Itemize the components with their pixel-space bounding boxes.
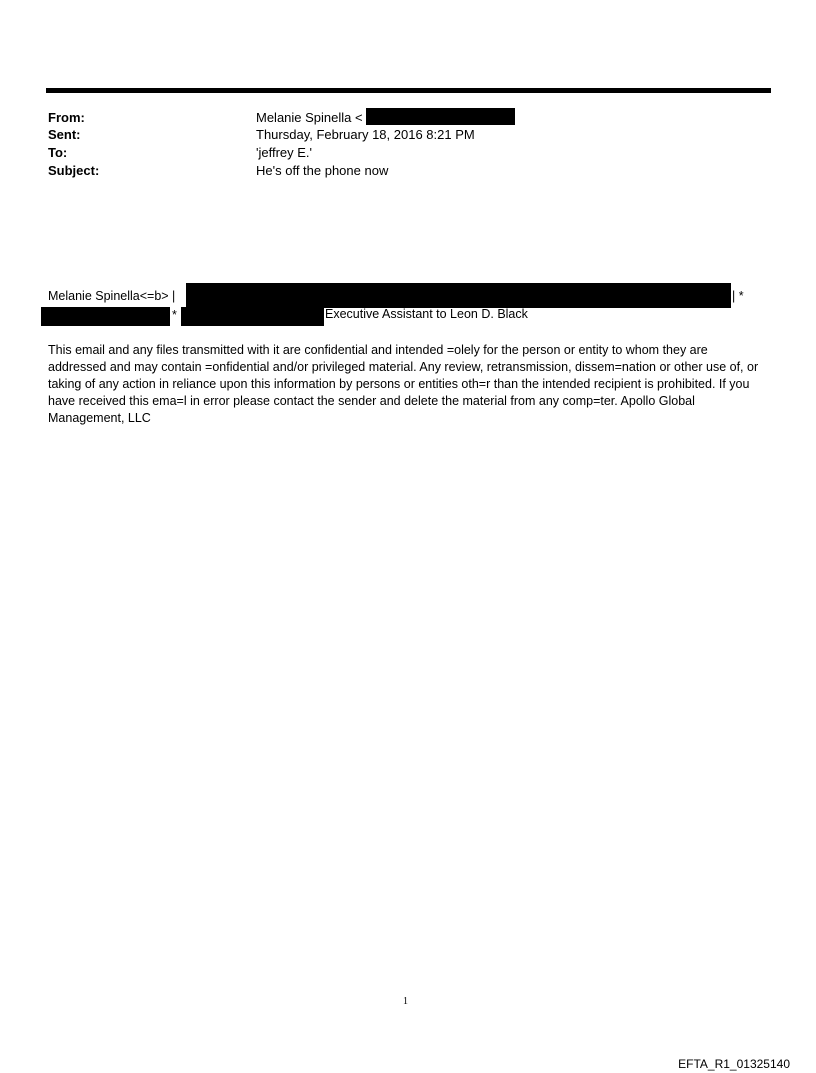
redaction-box (366, 108, 515, 125)
to-value: 'jeffrey E.' (256, 145, 313, 160)
from-value: Melanie Spinella < (256, 110, 363, 125)
header-rule (46, 88, 771, 93)
page-number: 1 (403, 996, 408, 1007)
redaction-box (181, 307, 324, 326)
signature-star: * (172, 308, 177, 322)
subject-value: He's off the phone now (256, 163, 389, 178)
confidentiality-disclaimer: This email and any files transmitted with it are confidential and intended =olely for the person or entity to whom they are addressed and may contain =onfidential and/or privileged material. Any review, retransmission, dissem=nation or other use of, or taking of any action in reliance upon this information by persons or entities oth=r than the intended recipient is prohibited. If you have received this ema=l in error please contact the sender and delete the material from any comp=ter. Apollo Global Management, LLC (48, 343, 759, 425)
signature-separator: | * (732, 289, 744, 303)
redaction-box (186, 283, 731, 308)
to-label: To: (48, 145, 68, 160)
document-id: EFTA_R1_01325140 (678, 1057, 790, 1071)
redaction-box (41, 307, 170, 326)
signature-title: Executive Assistant to Leon D. Black (325, 307, 528, 321)
sent-value: Thursday, February 18, 2016 8:21 PM (256, 127, 475, 142)
from-label: From: (48, 110, 85, 125)
sent-label: Sent: (48, 127, 81, 142)
subject-label: Subject: (48, 163, 100, 178)
signature-name: Melanie Spinella<=b> | (48, 289, 176, 303)
